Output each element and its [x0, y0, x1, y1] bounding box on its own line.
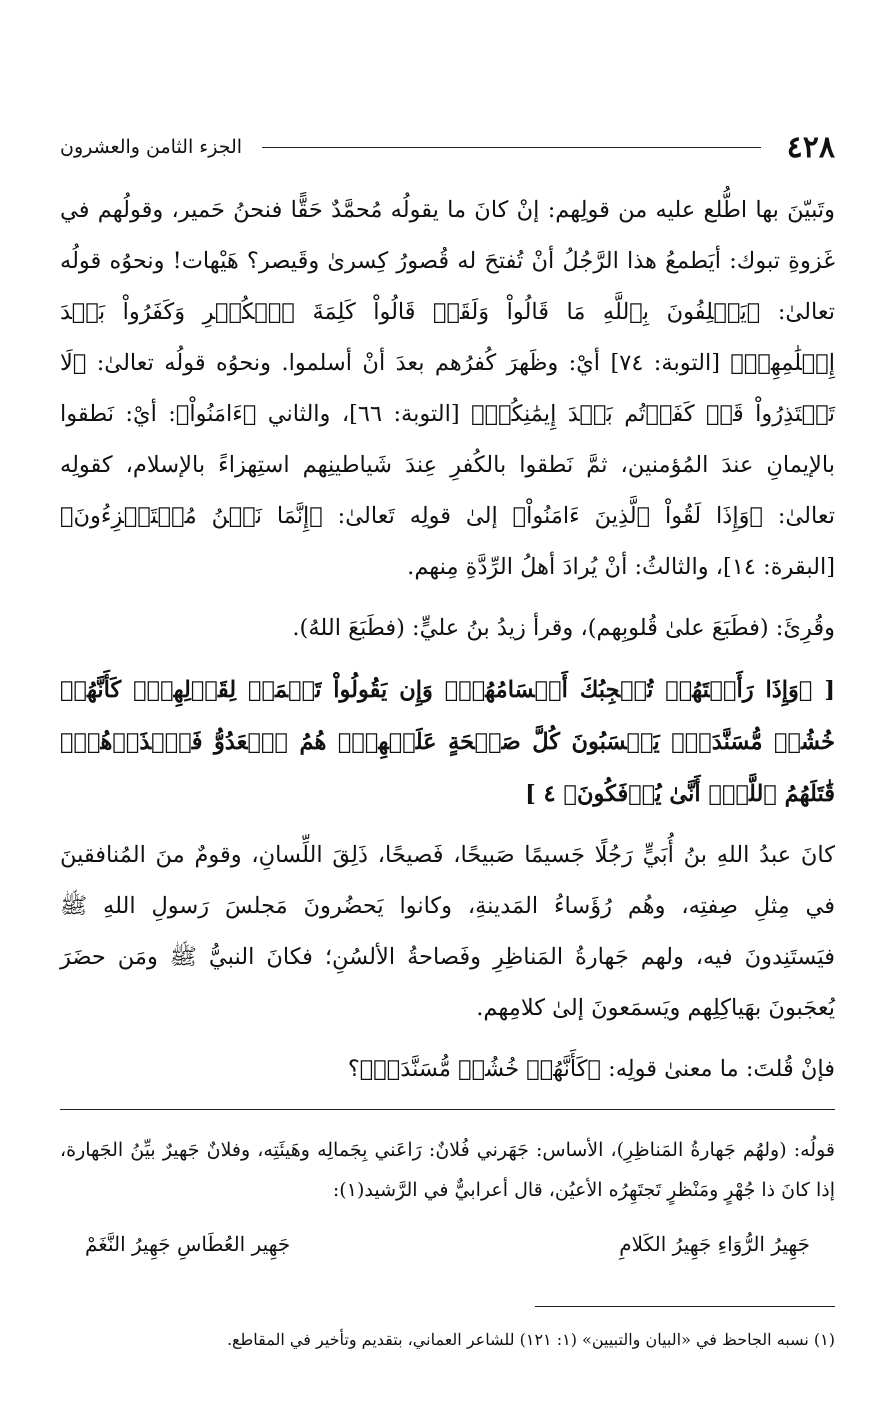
- running-title: الجزء الثامن والعشرون: [60, 136, 243, 158]
- header-rule: [262, 147, 761, 148]
- paragraph-3: كانَ عبدُ اللهِ بنُ أُبَيٍّ رَجُلًا جَسيمًا صَبيحًا، فَصيحًا، ذَلِقَ اللِّسانِ، وقومٌ منَ المُنافقينَ في مِثلِ صِفتِه، وهُم رُؤَساءُ المَدينةِ، وكانوا يَحضُرونَ مَجلسَ رَسولِ اللهِ ﷺ فيَستَنِدونَ فيه، ولهم جَهارةُ المَناظِرِ وفَصاحةُ الألسُنِ؛ فكانَ النبيُّ ﷺ ومَن حضَرَ يُعجَبونَ بهَياكِلِهم ويَسمَعونَ إلىٰ كلامِهم.: [60, 842, 835, 1021]
- main-text: [60, 185, 835, 1095]
- commentary-section: [60, 1130, 835, 1268]
- paragraph-4: فإنْ قُلتَ: ما معنىٰ قولِه: ﴿كَأَنَّهُمۡ خُشُبٞ مُّسَنَّدَةٞ﴾؟: [347, 1056, 835, 1082]
- paragraph-1: وتَبيّنَ بها اطُّلع عليه من قولِهم: إنْ كانَ ما يقولُه مُحمَّدٌ حَقًّا فنحنُ حَمير، وقولُهم في غَزوةِ تبوك: أيَطمعُ هذا الرَّجُلُ أنْ تُفتحَ له قُصورُ كِسرىٰ وقَيصر؟ هَيْهات! ونحوُه قولُه تعالىٰ: ﴿يَحۡلِفُونَ بِٱللَّهِ مَا قَالُواْ وَلَقَدۡ قَالُواْ كَلِمَةَ ٱلۡكُفۡرِ وَكَفَرُواْ بَعۡدَ إِسۡلَٰمِهِمۡ﴾ [التوبة: ٧٤] أيْ: وظَهرَ كُفرُهم بعدَ أنْ أسلموا. ونحوُه قولُه تعالىٰ: ﴿لَا تَعۡتَذِرُواْ قَدۡ كَفَرۡتُم بَعۡدَ إِيمَٰنِكُمۡ﴾ [التوبة: ٦٦]، والثاني ﴿ءَامَنُواْ﴾: أيْ: نَطقوا بالإيمانِ عندَ المُؤمنين، ثمَّ نَطقوا بالكُفرِ عِندَ شَياطينِهم استِهزاءً بالإسلام، كقولِه تعالىٰ: ﴿وَإِذَا لَقُواْ ٱلَّذِينَ ءَامَنُواْ﴾ إلىٰ قولِه تَعالىٰ: ﴿إِنَّمَا نَحۡنُ مُسۡتَهۡزِءُونَ﴾ [البقرة: ١٤]، والثالثُ: أنْ يُرادَ أهلُ الرِّدَّةِ مِنهم.: [60, 197, 835, 580]
- page-number: ٤٢٨: [786, 129, 835, 165]
- footnote-text: (١) نسبه الجاحظ في «البيان والتبيين» (١: ١٢١) للشاعر العماني، بتقديم وتأخير في المقاطع.: [226, 1330, 835, 1349]
- paragraph-2: وقُرِئَ: (فطَبَعَ علىٰ قُلوبِهم)، وقرأ زيدُ بنُ عليٍّ: (فطَبَعَ اللهُ).: [292, 615, 835, 641]
- commentary-divider: [60, 1109, 835, 1110]
- footnote-section: [60, 1323, 835, 1357]
- commentary-text: قولُه: (ولهُم جَهارةُ المَناظِرِ)، الأساس: جَهَرني فُلانٌ: رَاعَني بِجَمالِه وهَيئَتِه، وفلانٌ جَهيرٌ بيِّنُ الجَهارة، إذا كانَ ذا جُهْرٍ ومَنْظرٍ تَجتَهِرُه الأعيُن، قال أعرابيٌّ في الرَّشيد(١):: [60, 1139, 835, 1201]
- poem-verse: [60, 1210, 835, 1268]
- poem-first-hemistich: جَهِيرُ الرُّوَاءِ جَهِيرُ الكَلامِ: [619, 1232, 810, 1256]
- quran-verse: [ ﴿وَإِذَا رَأَيۡتَهُمۡ تُعۡجِبُكَ أَجۡسَامُهُمۡۖ وَإِن يَقُولُواْ تَسۡمَعۡ لِقَوۡلِهِمۡۖ كَأَنَّهُمۡ خُشُبٞ مُّسَنَّدَةٞۖ يَحۡسَبُونَ كُلَّ صَيۡحَةٍ عَلَيۡهِمۡۚ هُمُ ٱلۡعَدُوُّ فَٱحۡذَرۡهُمۡۚ قَٰتَلَهُمُ ٱللَّهُۖ أَنَّىٰ يُؤۡفَكُونَ﴾ ٤ ]: [60, 677, 835, 807]
- poem-second-hemistich: جَهِير العُطَاسِ جَهِيرُ النَّغَمْ: [85, 1232, 291, 1256]
- page-header: [60, 125, 835, 169]
- book-page: [60, 125, 835, 1357]
- footnote-rule: [535, 1306, 835, 1307]
